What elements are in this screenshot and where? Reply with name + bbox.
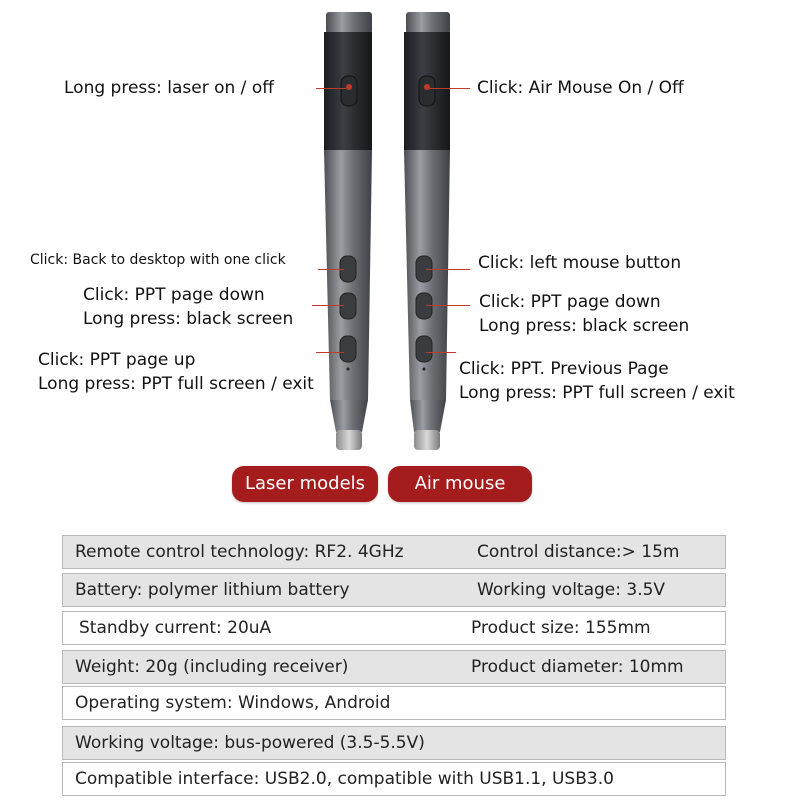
spec-right: Working voltage: 3.5V (477, 580, 666, 600)
spec-left: Operating system: Windows, Android (75, 693, 391, 713)
callout-air-left-click: Click: left mouse button (478, 253, 682, 273)
spec-left: Weight: 20g (including receiver) (75, 657, 349, 677)
callout-air-prev-page (459, 357, 735, 405)
spec-row (62, 535, 726, 569)
spec-row (62, 611, 726, 645)
spec-left: Remote control technology: RF2. 4GHz (75, 542, 404, 562)
laser-page-up-button[interactable] (340, 336, 356, 362)
leader-line (312, 305, 344, 306)
air-power-button[interactable] (419, 76, 435, 106)
leader-line (316, 88, 346, 89)
callout-line: Click: PPT page down (479, 292, 661, 312)
spec-right: Product diameter: 10mm (471, 657, 684, 677)
leader-line (426, 305, 470, 306)
spec-row (62, 686, 726, 720)
spec-row (62, 573, 726, 607)
callout-line: Long press: PPT full screen / exit (38, 374, 314, 394)
air-mouse-button[interactable]: Air mouse (388, 466, 532, 502)
laser-power-button[interactable] (341, 76, 357, 106)
laser-page-down-button[interactable] (340, 293, 356, 319)
air-page-down-button[interactable] (416, 293, 432, 319)
callout-line: Long press: black screen (83, 309, 294, 329)
spec-left: Working voltage: bus-powered (3.5-5.5V) (75, 733, 425, 753)
callout-laser-desktop: Click: Back to desktop with one click (30, 252, 286, 268)
spec-right: Product size: 155mm (471, 618, 651, 638)
spec-left: Standby current: 20uA (79, 618, 272, 638)
spec-row (62, 726, 726, 760)
leader-line (426, 269, 470, 270)
spec-row (62, 762, 726, 796)
air-mouse-pen (404, 12, 450, 450)
callout-line: Click: PPT. Previous Page (459, 359, 669, 379)
leader-line (426, 352, 456, 353)
laser-pen (324, 12, 372, 450)
leader-line (316, 352, 344, 353)
callout-line: Long press: black screen (479, 316, 690, 336)
callout-air-power: Click: Air Mouse On / Off (477, 78, 684, 98)
air-prev-page-button[interactable] (416, 336, 432, 362)
callout-air-page-down (479, 290, 689, 338)
spec-row (62, 650, 726, 684)
spec-right: Control distance:> 15m (477, 542, 680, 562)
callout-line: Click: PPT page down (83, 285, 265, 305)
spec-left: Compatible interface: USB2.0, compatible with USB1.1, USB3.0 (75, 769, 614, 789)
callout-line: Click: PPT page up (38, 350, 196, 370)
callout-line: Long press: PPT full screen / exit (459, 383, 735, 403)
callout-laser-power: Long press: laser on / off (64, 78, 274, 98)
leader-line (428, 88, 470, 89)
callout-laser-page-down (83, 283, 293, 331)
callout-laser-page-up (38, 348, 314, 396)
leader-line (318, 269, 344, 270)
spec-left: Battery: polymer lithium battery (75, 580, 350, 600)
laser-models-button[interactable]: Laser models (232, 466, 378, 502)
